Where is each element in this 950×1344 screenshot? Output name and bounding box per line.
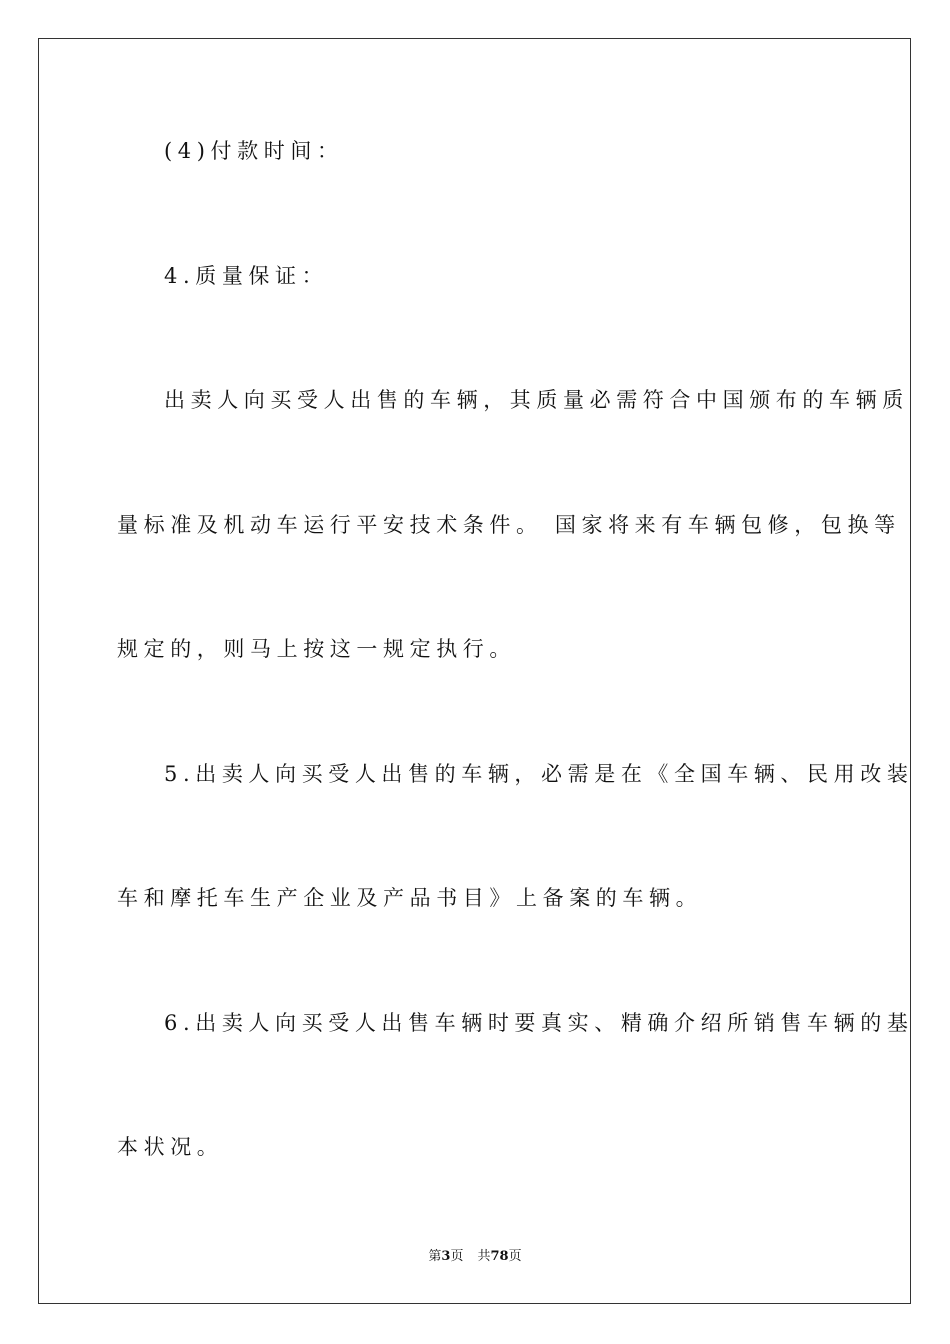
footer-page-prefix: 第	[428, 1249, 442, 1264]
footer-total-suffix: 页	[508, 1249, 522, 1264]
page-footer	[0, 1248, 950, 1266]
page-border	[38, 38, 914, 1304]
quality-guarantee-heading: 4.质量保证：	[164, 264, 329, 288]
paragraph-line: 规定的，则马上按这一规定执行。	[117, 637, 516, 661]
footer-page-number: 3	[441, 1249, 451, 1264]
footer-total-pages: 78	[490, 1249, 509, 1264]
footer-page-suffix: 页	[450, 1249, 464, 1264]
footer-total-prefix: 共	[477, 1249, 491, 1264]
paragraph-line: 出卖人向买受人出售的车辆，其质量必需符合中国颁布的车辆质	[164, 388, 909, 412]
paragraph-line: 量标准及机动车运行平安技术条件。 国家将来有车辆包修，包换等	[117, 513, 901, 537]
payment-time-heading: (4)付款时间：	[164, 139, 344, 163]
paragraph-line: 车和摩托车生产企业及产品书目》上备案的车辆。	[117, 886, 703, 910]
paragraph-line: 5.出卖人向买受人出售的车辆，必需是在《全国车辆、民用改装	[164, 762, 914, 786]
paragraph-line: 6.出卖人向买受人出售车辆时要真实、精确介绍所销售车辆的基	[164, 1011, 914, 1035]
paragraph-line: 本状况。	[117, 1135, 224, 1159]
